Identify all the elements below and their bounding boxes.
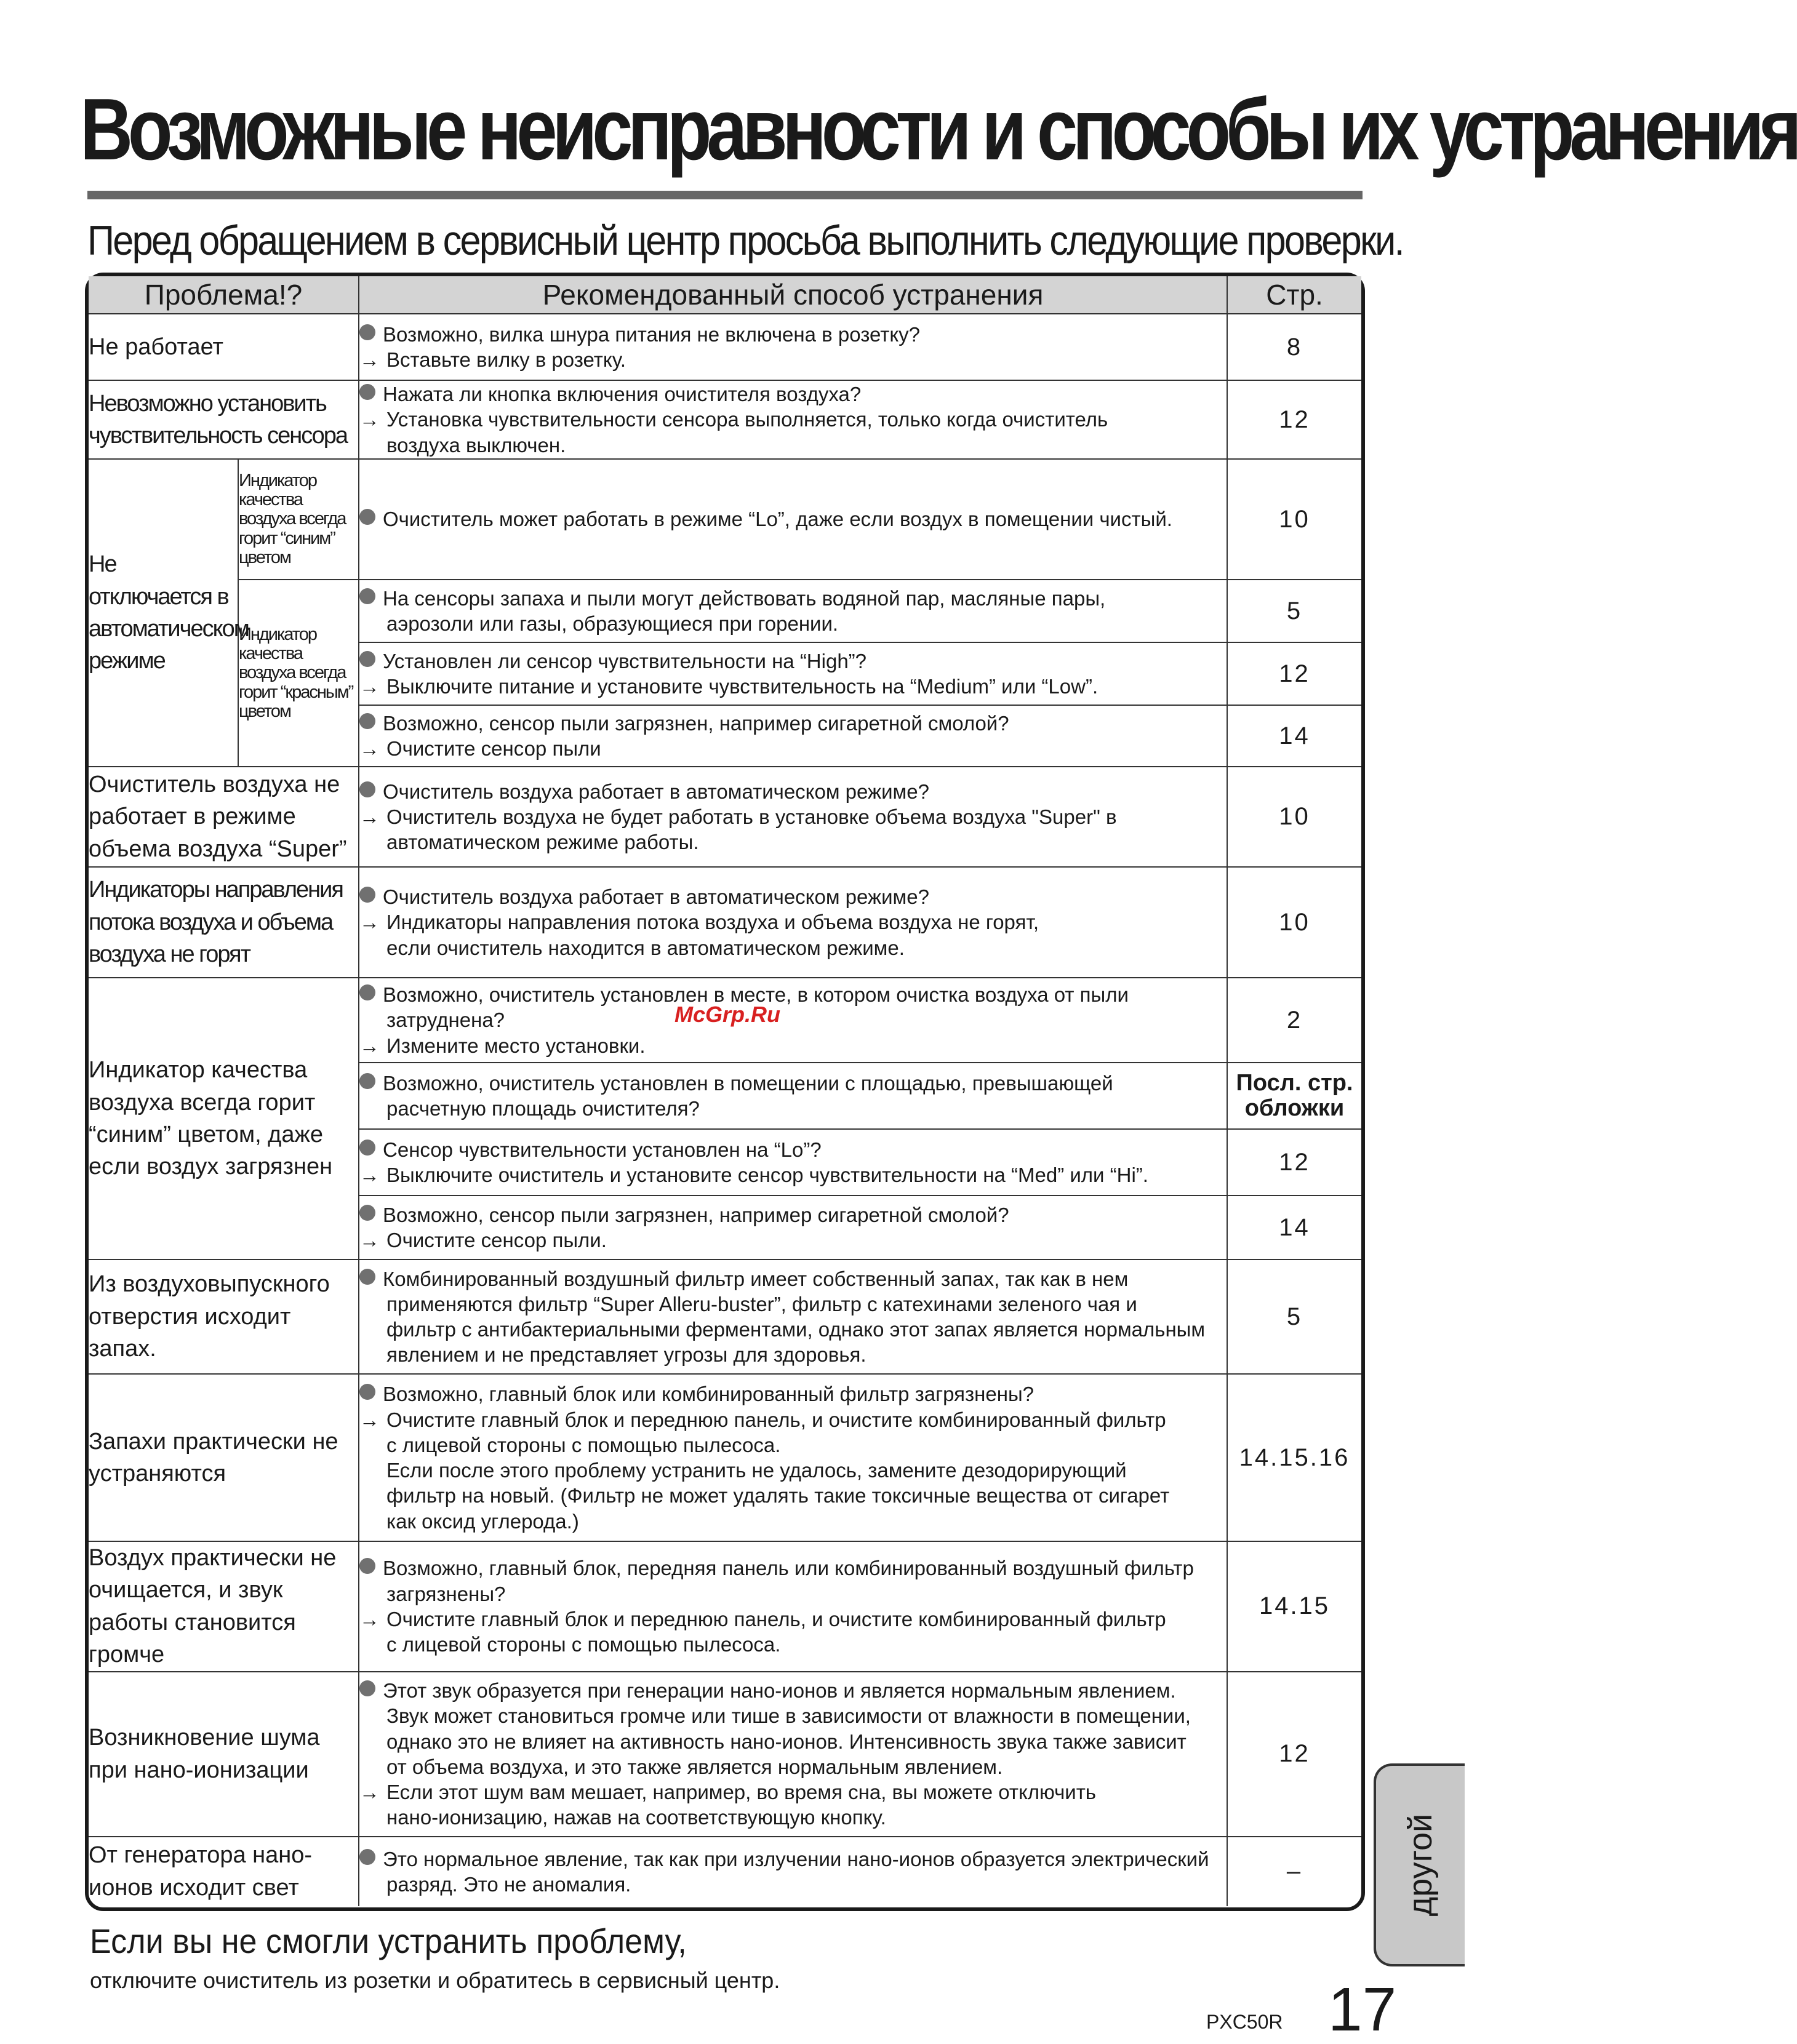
check-text-line: явлением и не представляет угрозы для здоровья. <box>386 1343 866 1367</box>
check-text: Очиститель воздуха работает в автоматическом режиме? <box>383 780 929 803</box>
solution-cell <box>359 314 1227 380</box>
table-row <box>89 459 1361 580</box>
solution-cell <box>359 978 1227 1063</box>
page-ref: 14.15.16 <box>1227 1374 1361 1541</box>
model-label: PXC50R <box>1206 2011 1283 2033</box>
check-text: Нажата ли кнопка включения очистителя воздуха? <box>383 383 862 406</box>
page-ref: 10 <box>1227 459 1361 580</box>
side-tab-label: другой <box>1402 1813 1439 1917</box>
action-text: Вставьте вилку в розетку. <box>386 348 626 371</box>
check-text-line: Звук может становиться громче или тише в зависимости от влажности в помещении, <box>386 1704 1191 1728</box>
bullet-icon <box>359 1205 375 1221</box>
table-header-row <box>89 276 1361 314</box>
arrow-icon: → <box>359 675 380 698</box>
check-text: Возможно, сенсор пыли загрязнен, например сигаретной смолой? <box>383 711 1009 735</box>
check-text: Очиститель может работать в режиме “Lo”, даже если воздух в помещении чистый. <box>383 508 1172 531</box>
check-text-line: применяются фильтр “Super Alleru-buster”, фильтр с катехинами зеленого чая и <box>386 1292 1137 1315</box>
arrow-icon: → <box>359 1034 380 1057</box>
action-text-line: с лицевой стороны с помощью пылесоса. <box>386 1433 781 1456</box>
check-text-continued: аэрозоли или газы, образующиеся при горении. <box>386 612 839 635</box>
check-text: Возможно, очиститель установлен в помещении с площадью, превышающей <box>383 1071 1113 1095</box>
problem-cell: Индикатор качества воздуха всегда горит “синим” цветом, даже если воздух загрязнен <box>89 978 359 1260</box>
table-row <box>89 767 1361 867</box>
action-text: Установка чувствительности сенсора выполняется, только когда очиститель <box>386 408 1108 431</box>
action-text-line: как оксид углерода.) <box>386 1509 579 1533</box>
check-text-line: однако это не влияет на активность нано-ионов. Интенсивность звука также зависит <box>386 1730 1187 1753</box>
sub-condition-red: Индикатор качества воздуха всегда горит “красным” цветом <box>238 580 359 767</box>
action-text: Очистите сенсор пыли <box>386 737 601 760</box>
action-text-continued: автоматическом режиме работы. <box>386 831 699 854</box>
table-row <box>89 1374 1361 1541</box>
check-text-line: от объема воздуха, и это также является нормальным явлением. <box>386 1755 1003 1778</box>
solution-cell <box>359 767 1227 867</box>
arrow-icon: → <box>359 805 380 828</box>
problem-cell: Очиститель воздуха не работает в режиме объема воздуха “Super” <box>89 767 359 867</box>
solution-cell <box>359 1541 1227 1672</box>
check-text-continued: загрязнены? <box>386 1582 506 1605</box>
arrow-icon: → <box>359 1607 380 1631</box>
page-ref: Посл. стр. обложки <box>1227 1063 1361 1129</box>
solution-cell <box>359 1129 1227 1196</box>
solution-cell <box>359 1063 1227 1129</box>
arrow-icon: → <box>359 408 380 431</box>
table-row <box>89 1541 1361 1672</box>
action-text: Если этот шум вам мешает, например, во время сна, вы можете отключить <box>386 1781 1097 1803</box>
page-ref: 5 <box>1227 580 1361 642</box>
page-number: 17 <box>1328 1975 1397 2044</box>
page-ref: 12 <box>1227 1129 1361 1196</box>
bullet-icon <box>359 1073 375 1089</box>
action-text: Выключите очиститель и установите сенсор чувствительности на “Med” или “Hi”. <box>386 1164 1148 1186</box>
bullet-icon <box>359 588 375 604</box>
problem-cell: Индикаторы направления потока воздуха и объема воздуха не горят <box>89 867 359 978</box>
side-section-tab <box>1374 1763 1465 1966</box>
check-text-continued: расчетную площадь очистителя? <box>386 1097 700 1120</box>
action-text-continued: нано-ионизацию, нажав на соответствующую кнопку. <box>386 1806 886 1829</box>
bullet-icon <box>359 651 375 667</box>
problem-cell: От генератора нано-ионов исходит свет <box>89 1837 359 1906</box>
arrow-icon: → <box>359 1408 380 1431</box>
bullet-icon <box>359 887 375 903</box>
bullet-icon <box>359 781 375 797</box>
table-row <box>89 314 1361 380</box>
check-text: На сенсоры запаха и пыли могут действовать водяной пар, масляные пары, <box>383 586 1106 610</box>
check-text: Установлен ли сенсор чувствительности на “High”? <box>383 649 867 673</box>
header-solution: Рекомендованный способ устранения <box>359 276 1227 314</box>
arrow-icon: → <box>359 737 380 760</box>
troubleshooting-table-frame <box>85 273 1365 1911</box>
bullet-icon <box>359 1680 375 1696</box>
page-ref: 10 <box>1227 867 1361 978</box>
check-text: Это нормальное явление, так как при излучении нано-ионов образуется электрический <box>383 1847 1209 1870</box>
bullet-icon <box>359 324 375 340</box>
check-text-continued: разряд. Это не аномалия. <box>386 1872 631 1896</box>
page-title: Возможные неисправности и способы их устранения <box>80 81 1797 178</box>
check-text: Очиститель воздуха работает в автоматическом режиме? <box>383 885 929 909</box>
bullet-icon <box>359 713 375 729</box>
problem-cell: Из воздуховыпускного отверстия исходит запах. <box>89 1260 359 1374</box>
page-subtitle: Перед обращением в сервисный центр просьба выполнить следующие проверки. <box>87 217 1403 264</box>
bullet-icon <box>359 384 375 400</box>
page-ref: – <box>1227 1837 1361 1906</box>
page-ref: 14.15 <box>1227 1541 1361 1672</box>
action-text: Измените место установки. <box>386 1034 646 1057</box>
bullet-icon <box>359 1558 375 1574</box>
solution-cell <box>359 380 1227 459</box>
troubleshooting-table <box>89 276 1361 1906</box>
check-text: Возможно, очиститель установлен в месте, в котором очистка воздуха от пыли <box>383 983 1129 1007</box>
action-text: Индикаторы направления потока воздуха и объема воздуха не горят, <box>386 911 1039 934</box>
header-page: Стр. <box>1227 276 1361 314</box>
bullet-icon <box>359 1384 375 1400</box>
solution-cell <box>359 867 1227 978</box>
check-text-line: фильтр с антибактериальными ферментами, однако этот запах является нормальным <box>386 1318 1206 1341</box>
table-row <box>89 380 1361 459</box>
action-text-continued: с лицевой стороны с помощью пылесоса. <box>386 1633 781 1656</box>
table-row <box>89 1672 1361 1837</box>
bullet-icon <box>359 1140 375 1156</box>
problem-cell: Не отключается в автоматическом режиме <box>89 459 238 767</box>
check-text: Этот звук образуется при генерации нано-ионов и является нормальным явлением. <box>383 1679 1176 1702</box>
page-ref: 14 <box>1227 1196 1361 1260</box>
check-text: Возможно, вилка шнура питания не включена в розетку? <box>383 322 920 346</box>
table-row <box>89 867 1361 978</box>
page-ref: 12 <box>1227 1672 1361 1837</box>
solution-cell <box>359 580 1227 642</box>
page-ref: 8 <box>1227 314 1361 380</box>
action-text-line: Если после этого проблему устранить не удалось, замените дезодорирующий <box>386 1459 1127 1482</box>
watermark: McGrp.Ru <box>674 1002 781 1027</box>
solution-cell <box>359 642 1227 705</box>
check-text: Возможно, главный блок или комбинированный фильтр загрязнены? <box>383 1383 1035 1406</box>
page-ref: 5 <box>1227 1260 1361 1374</box>
check-text: Возможно, главный блок, передняя панель или комбинированный воздушный фильтр <box>383 1557 1194 1580</box>
table-row <box>89 580 1361 642</box>
action-text: Очистите главный блок и переднюю панель, и очистите комбинированный фильтр <box>386 1408 1166 1431</box>
solution-cell <box>359 705 1227 767</box>
action-text: Очиститель воздуха не будет работать в установке объема воздуха "Super" в <box>386 805 1117 828</box>
arrow-icon: → <box>359 348 380 371</box>
action-text: Очистите главный блок и переднюю панель, и очистите комбинированный фильтр <box>386 1607 1166 1631</box>
bullet-icon <box>359 1269 375 1285</box>
action-text-continued: если очиститель находится в автоматическом режиме. <box>386 936 905 959</box>
bullet-icon <box>359 1849 375 1865</box>
arrow-icon: → <box>359 1781 380 1803</box>
page-ref: 14 <box>1227 705 1361 767</box>
arrow-icon: → <box>359 1229 380 1252</box>
problem-cell: Воздух практически не очищается, и звук работы становится громче <box>89 1541 359 1672</box>
solution-cell <box>359 459 1227 580</box>
table-row <box>89 1260 1361 1374</box>
solution-cell <box>359 1260 1227 1374</box>
sub-condition-blue: Индикатор качества воздуха всегда горит “синим” цветом <box>238 459 359 580</box>
problem-cell: Невозможно установить чувствительность сенсора <box>89 380 359 459</box>
action-text: Выключите питание и установите чувствительность на “Medium” или “Low”. <box>386 675 1099 698</box>
title-underline <box>87 191 1363 199</box>
page-ref: 12 <box>1227 380 1361 459</box>
footer-heading: Если вы не смогли устранить проблему, <box>90 1922 687 1960</box>
check-text: Сенсор чувствительности установлен на “Lo”? <box>383 1138 822 1161</box>
check-text: Возможно, сенсор пыли загрязнен, например сигаретной смолой? <box>383 1203 1009 1226</box>
arrow-icon: → <box>359 911 380 934</box>
action-text-continued: воздуха выключен. <box>386 433 566 457</box>
check-text-continued: затруднена? <box>386 1008 505 1032</box>
action-text: Очистите сенсор пыли. <box>386 1229 607 1252</box>
problem-cell: Не работает <box>89 314 359 380</box>
solution-cell <box>359 1196 1227 1260</box>
footer-text: отключите очиститель из розетки и обратитесь в сервисный центр. <box>90 1968 780 1993</box>
check-text: Комбинированный воздушный фильтр имеет собственный запах, так как в нем <box>383 1267 1129 1290</box>
bullet-icon <box>359 509 375 525</box>
solution-cell <box>359 1672 1227 1837</box>
table-row <box>89 1837 1361 1906</box>
solution-cell <box>359 1374 1227 1541</box>
bullet-icon <box>359 984 375 1000</box>
problem-cell: Запахи практически не устраняются <box>89 1374 359 1541</box>
action-text-line: фильтр на новый. (Фильтр не может удалять такие токсичные вещества от сигарет <box>386 1484 1170 1507</box>
arrow-icon: → <box>359 1164 380 1186</box>
page-ref: 10 <box>1227 767 1361 867</box>
page-ref: 2 <box>1227 978 1361 1063</box>
problem-cell: Возникновение шума при нано-ионизации <box>89 1672 359 1837</box>
solution-cell <box>359 1837 1227 1906</box>
header-problem: Проблема!? <box>89 276 359 314</box>
page-ref: 12 <box>1227 642 1361 705</box>
